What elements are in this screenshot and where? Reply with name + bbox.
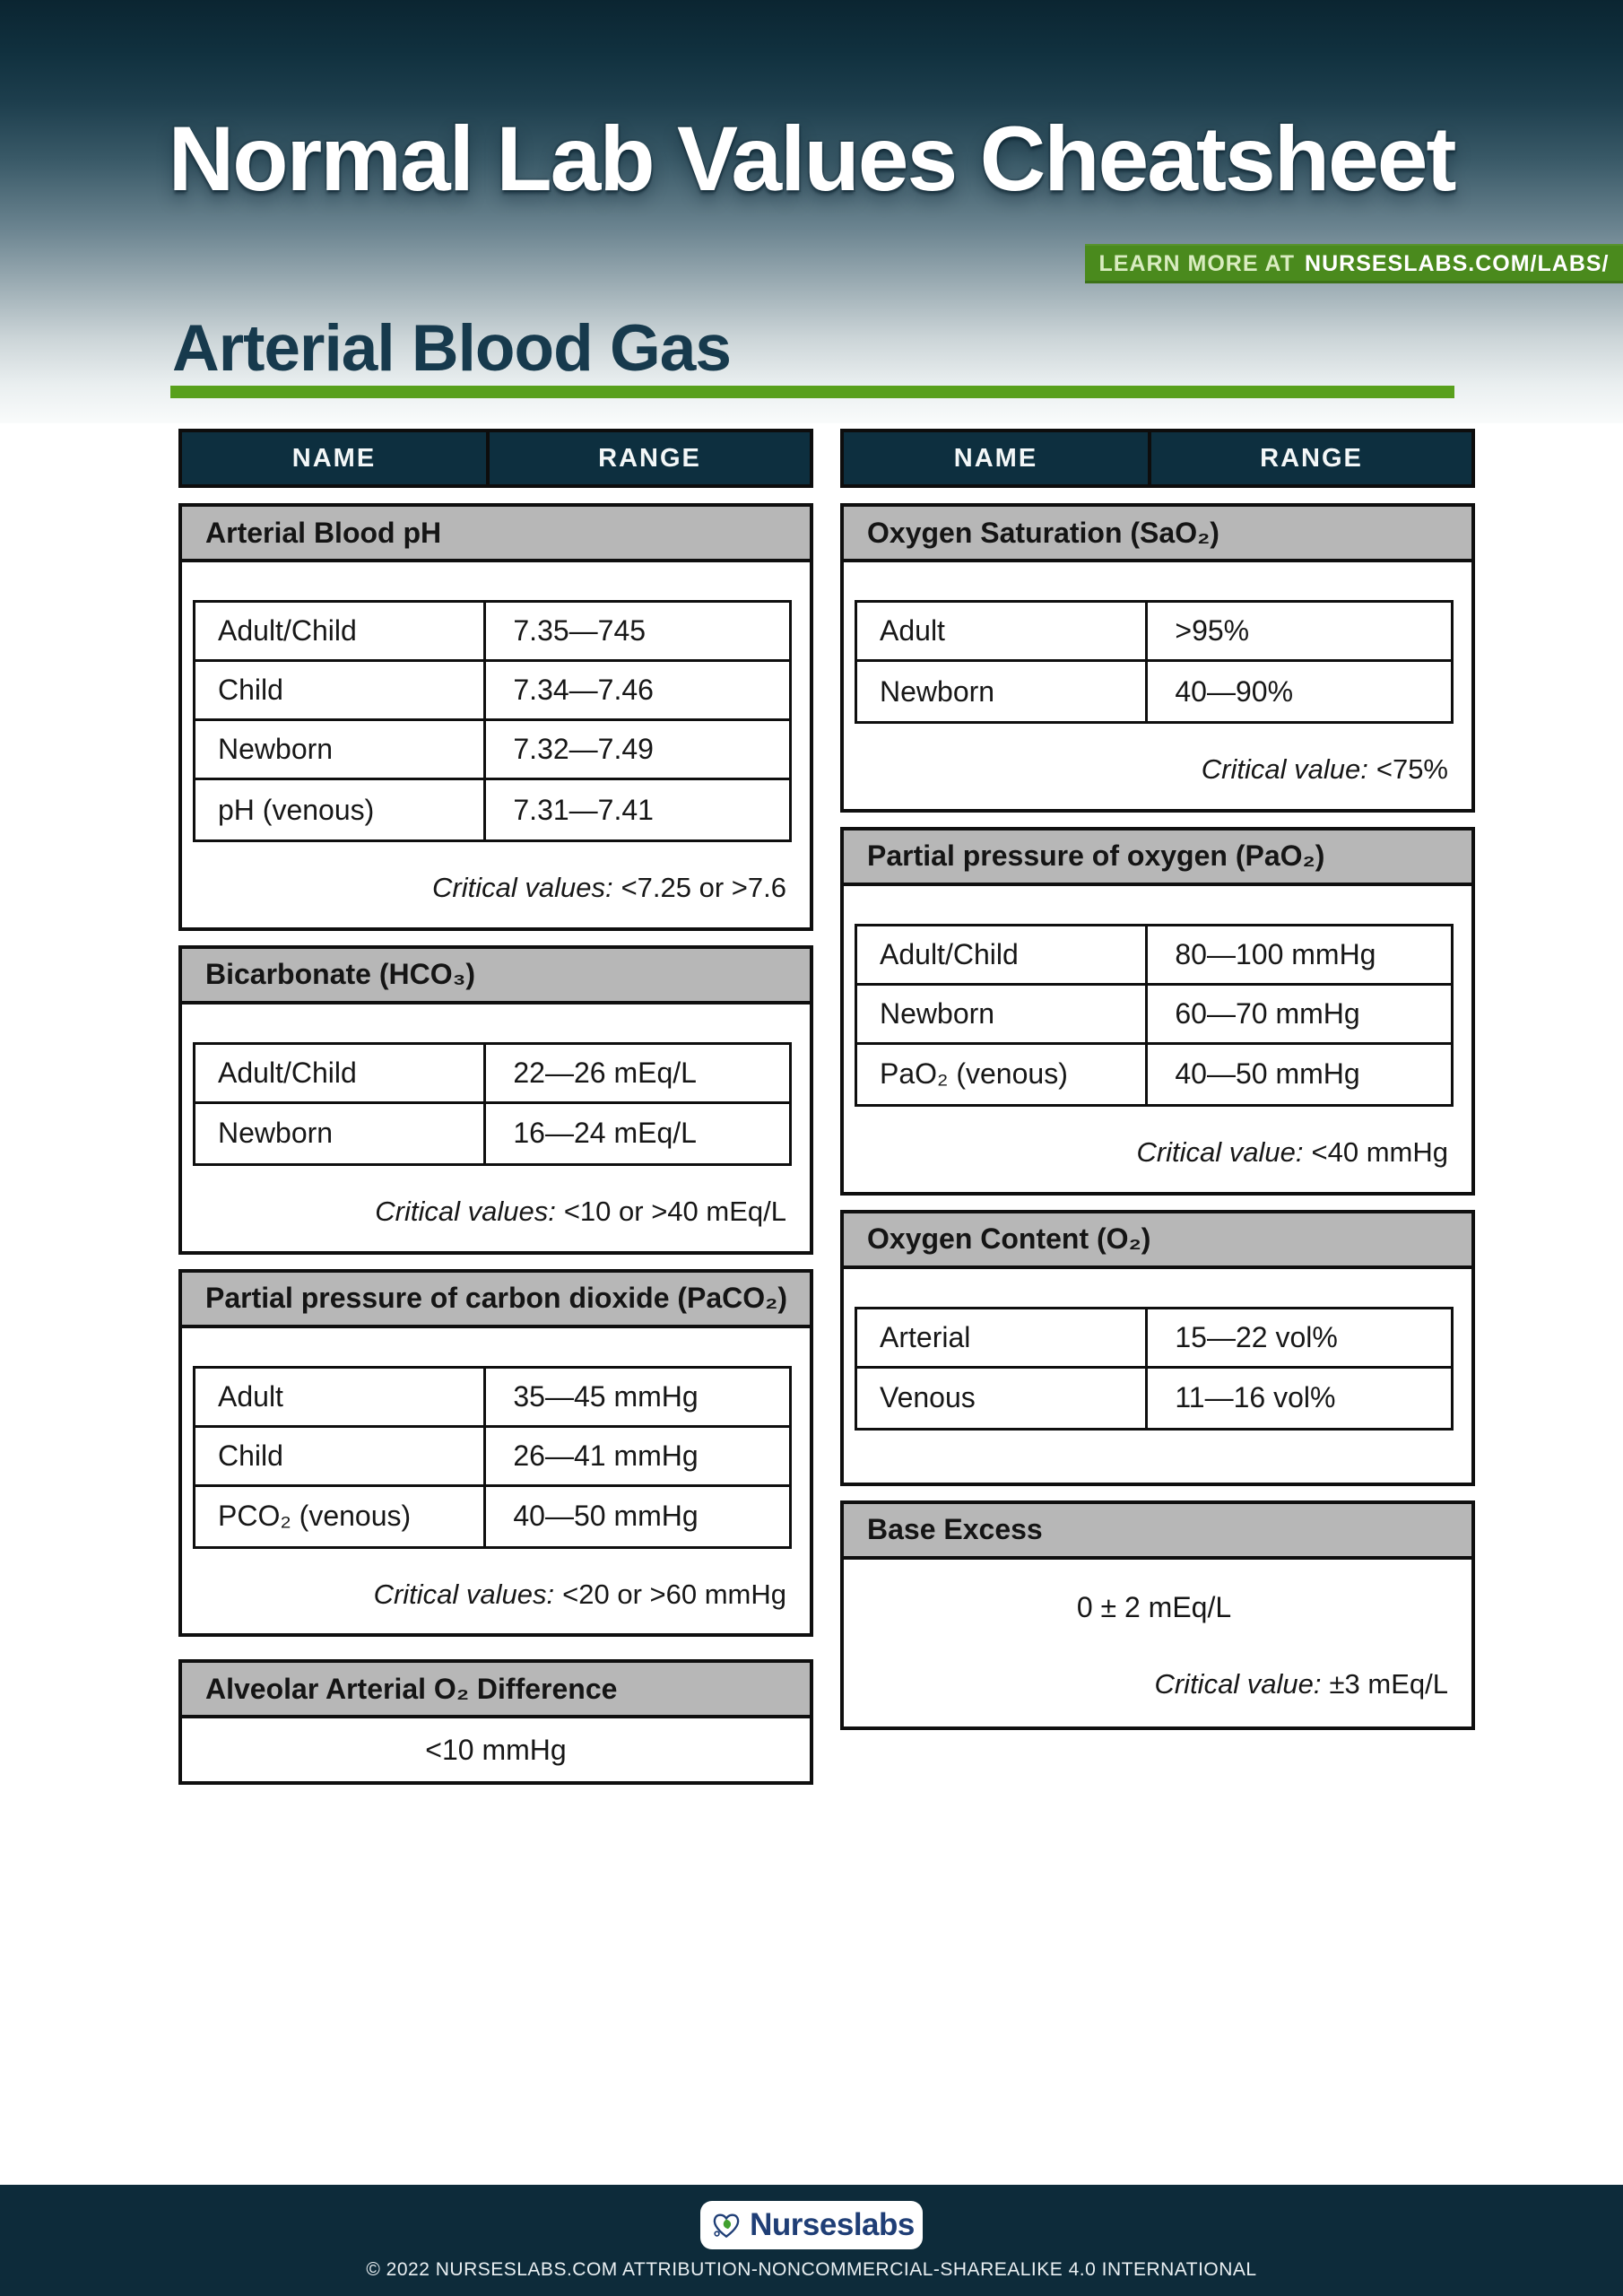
row-range: 7.32—7.49	[513, 733, 654, 765]
table-row	[857, 986, 1451, 1045]
row-range: 40—50 mmHg	[513, 1500, 699, 1532]
table-row	[857, 1369, 1451, 1428]
critical-label: Critical value:	[1154, 1667, 1322, 1700]
single-value: 0 ± 2 mEq/L	[1076, 1591, 1232, 1623]
row-range: 40—90%	[1175, 674, 1294, 708]
row-name: pH (venous)	[195, 780, 486, 839]
table-row	[195, 1369, 789, 1428]
row-range: 40—50 mmHg	[1175, 1057, 1360, 1091]
row-name: Newborn	[195, 1104, 486, 1163]
row-range: 11—16 vol%	[1175, 1381, 1336, 1413]
critical-note	[855, 1667, 1454, 1702]
section-body	[182, 1718, 810, 1781]
section-base-excess	[840, 1500, 1475, 1731]
row-name: Adult/Child	[195, 1045, 486, 1101]
critical-note	[193, 1195, 792, 1230]
table-row	[195, 662, 789, 721]
table-row	[195, 603, 789, 662]
section-heading: Arterial Blood Gas	[172, 312, 731, 385]
critical-note	[855, 1135, 1454, 1170]
critical-note	[193, 871, 792, 906]
column-header-range: RANGE	[598, 443, 701, 473]
row-name: PaO₂ (venous)	[857, 1045, 1148, 1104]
column-header-name: NAME	[844, 432, 1151, 484]
row-range: 60—70 mmHg	[1175, 996, 1360, 1030]
critical-value: <10 or >40 mEq/L	[563, 1195, 786, 1227]
page-title: Normal Lab Values Cheatsheet	[168, 108, 1455, 210]
banner-link[interactable]: NURSESLABS.COM/LABS/	[1305, 250, 1610, 276]
row-name: Venous	[857, 1369, 1148, 1428]
critical-value: <20 or >60 mmHg	[562, 1578, 786, 1610]
row-range: 7.35—745	[513, 614, 647, 647]
learn-more-banner	[1085, 244, 1623, 283]
column-header-range: RANGE	[1260, 443, 1363, 473]
table-row	[857, 603, 1451, 662]
column-header-name: NAME	[182, 432, 490, 484]
row-range: 22—26 mEq/L	[513, 1056, 697, 1089]
critical-label: Critical values:	[432, 872, 613, 903]
table-row	[857, 1309, 1451, 1369]
row-name: Newborn	[857, 662, 1148, 721]
row-name: PCO₂ (venous)	[195, 1487, 486, 1546]
row-range: 80—100 mmHg	[1175, 937, 1376, 970]
banner-prefix: LEARN MORE AT	[1098, 250, 1296, 276]
critical-label: Critical values:	[375, 1195, 556, 1227]
section-pao2	[840, 827, 1475, 1196]
critical-label: Critical value:	[1136, 1135, 1304, 1168]
single-value: <10 mmHg	[425, 1733, 567, 1766]
row-range: 35—45 mmHg	[513, 1379, 699, 1413]
section-title: Bicarbonate (HCO₃)	[182, 949, 810, 1004]
section-title: Partial pressure of oxygen (PaO₂)	[844, 831, 1471, 886]
section-body	[844, 562, 1471, 809]
section-body	[182, 1328, 810, 1634]
row-name: Adult	[195, 1369, 486, 1425]
table-row	[857, 926, 1451, 986]
logo-text: Nurseslabs	[750, 2206, 915, 2242]
heading-underline	[170, 386, 1454, 398]
row-range: 7.34—7.46	[513, 674, 654, 706]
table-row	[195, 1428, 789, 1487]
values-table	[193, 600, 792, 842]
heart-stethoscope-icon	[708, 2207, 744, 2243]
critical-label: Critical values:	[373, 1578, 555, 1610]
row-range: 15—22 vol%	[1175, 1320, 1338, 1353]
section-oxygen-content	[840, 1210, 1475, 1486]
section-title: Alveolar Arterial O₂ Difference	[182, 1663, 810, 1718]
section-oxygen-saturation	[840, 503, 1475, 813]
values-table	[855, 924, 1454, 1107]
values-table	[193, 1366, 792, 1549]
row-range: 16—24 mEq/L	[513, 1117, 697, 1150]
table-row	[857, 662, 1451, 721]
critical-label: Critical value:	[1201, 753, 1368, 785]
table-row	[195, 1045, 789, 1104]
critical-value: <75%	[1376, 753, 1448, 785]
copyright-text: © 2022 NURSESLABS.COM ATTRIBUTION-NONCOMMERCIAL-SHAREALIKE 4.0 INTERNATIONAL	[366, 2258, 1257, 2280]
footer	[0, 2185, 1623, 2296]
section-title: Oxygen Content (O₂)	[844, 1213, 1471, 1269]
critical-note	[193, 1578, 792, 1613]
row-range: 26—41 mmHg	[513, 1439, 699, 1472]
section-body	[844, 1560, 1471, 1727]
values-table	[855, 600, 1454, 724]
section-title: Arterial Blood pH	[182, 507, 810, 562]
row-name: Newborn	[195, 721, 486, 778]
nurseslabs-logo	[700, 2201, 923, 2249]
row-name: Child	[195, 662, 486, 718]
critical-value: <7.25 or >7.6	[621, 872, 786, 903]
section-body	[182, 1004, 810, 1251]
row-name: Arterial	[857, 1309, 1148, 1366]
row-name: Adult/Child	[195, 603, 486, 659]
row-range: >95%	[1175, 614, 1250, 647]
row-name: Adult/Child	[857, 926, 1148, 983]
section-title: Base Excess	[844, 1504, 1471, 1560]
section-body	[182, 562, 810, 927]
section-title: Partial pressure of carbon dioxide (PaCO₂)	[182, 1273, 810, 1328]
section-body	[844, 1269, 1471, 1483]
right-column	[840, 429, 1475, 1744]
critical-value: ±3 mEq/L	[1329, 1667, 1448, 1700]
left-table-header	[178, 429, 813, 488]
table-row	[857, 1045, 1451, 1104]
section-arterial-blood-ph	[178, 503, 813, 931]
critical-note	[855, 752, 1454, 787]
table-row	[195, 780, 789, 839]
row-range: 7.31—7.41	[513, 793, 654, 826]
left-column	[178, 429, 813, 1799]
critical-value: <40 mmHg	[1311, 1135, 1448, 1168]
section-bicarbonate	[178, 945, 813, 1255]
section-paco2	[178, 1269, 813, 1638]
table-row	[195, 1104, 789, 1163]
row-name: Adult	[857, 603, 1148, 659]
table-row	[195, 721, 789, 780]
table-row	[195, 1487, 789, 1546]
row-name: Newborn	[857, 986, 1148, 1042]
section-body	[844, 886, 1471, 1192]
section-alveolar-arterial-o2-difference	[178, 1659, 813, 1785]
values-table	[193, 1042, 792, 1166]
values-table	[855, 1307, 1454, 1431]
row-name: Child	[195, 1428, 486, 1484]
section-title: Oxygen Saturation (SaO₂)	[844, 507, 1471, 562]
right-table-header	[840, 429, 1475, 488]
